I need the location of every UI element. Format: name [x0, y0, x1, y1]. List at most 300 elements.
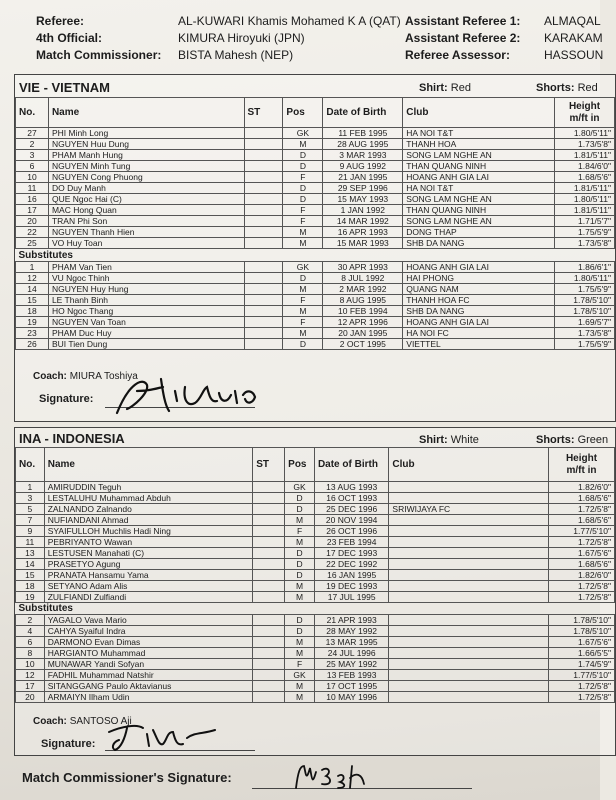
coach-signature-image	[103, 373, 273, 418]
match-commissioner-signature-label: Match Commissioner's Signature:	[22, 770, 232, 785]
assistant-referee-1-label: Assistant Referee 1:	[405, 14, 521, 28]
player-dob: 28 MAY 1992	[314, 626, 388, 637]
player-st	[244, 284, 283, 295]
player-st	[253, 515, 285, 526]
player-club	[389, 493, 549, 504]
col-no: No.	[16, 98, 49, 128]
player-row	[16, 262, 615, 273]
player-club	[389, 537, 549, 548]
player-number: 1	[16, 262, 49, 273]
col-dob: Date of Birth	[314, 448, 388, 482]
player-name: SETYANO Adam Alis	[44, 581, 253, 592]
player-number: 18	[16, 306, 49, 317]
player-dob: 13 MAR 1995	[314, 637, 388, 648]
player-row	[16, 183, 615, 194]
col-name: Name	[44, 448, 253, 482]
substitutes-heading-row	[16, 603, 615, 615]
player-position: M	[285, 692, 315, 703]
player-club	[389, 559, 549, 570]
player-st	[253, 648, 285, 659]
roster-table	[15, 97, 615, 350]
player-name: SYAIFULLOH Muchlis Hadi Ning	[44, 526, 253, 537]
player-club	[389, 482, 549, 493]
player-st	[244, 317, 283, 328]
player-dob: 17 JUL 1995	[314, 592, 388, 603]
col-dob: Date of Birth	[323, 98, 403, 128]
player-position: F	[283, 216, 323, 227]
player-name: NGUYEN Thanh Hien	[48, 227, 244, 238]
player-position: GK	[285, 670, 315, 681]
roster-header-row	[16, 98, 615, 128]
player-st	[244, 205, 283, 216]
player-dob: 22 DEC 1992	[314, 559, 388, 570]
player-st	[253, 670, 285, 681]
player-row	[16, 328, 615, 339]
player-club: QUANG NAM	[403, 284, 555, 295]
player-row	[16, 284, 615, 295]
player-row	[16, 626, 615, 637]
player-st	[244, 183, 283, 194]
player-number: 12	[16, 273, 49, 284]
player-height: 1.72/5'8"	[548, 592, 614, 603]
player-row	[16, 205, 615, 216]
coach-name: SANTOSO Aji	[69, 716, 132, 727]
shorts-value: Green	[577, 434, 609, 446]
player-row	[16, 273, 615, 284]
match-commissioner-label: Match Commissioner:	[36, 48, 162, 62]
player-name: SITANGGANG Paulo Aktavianus	[44, 681, 253, 692]
player-row	[16, 128, 615, 139]
player-name: PHAM Van Tien	[48, 262, 244, 273]
player-number: 14	[16, 284, 49, 295]
player-st	[253, 504, 285, 515]
player-dob: 2 MAR 1992	[323, 284, 403, 295]
player-dob: 21 APR 1993	[314, 615, 388, 626]
player-row	[16, 306, 615, 317]
player-position: M	[285, 648, 315, 659]
player-club: SONG LAM NGHE AN	[403, 194, 555, 205]
player-position: M	[285, 537, 315, 548]
player-dob: 17 OCT 1995	[314, 681, 388, 692]
assistant-referee-2-label: Assistant Referee 2:	[405, 31, 521, 45]
player-club: SONG LAM NGHE AN	[403, 216, 555, 227]
player-number: 17	[16, 681, 45, 692]
player-dob: 16 OCT 1993	[314, 493, 388, 504]
player-position: GK	[283, 128, 323, 139]
player-number: 23	[16, 328, 49, 339]
player-number: 11	[16, 183, 49, 194]
signature-label: Signature:	[39, 393, 94, 405]
player-height: 1.82/6'0"	[548, 482, 614, 493]
player-row	[16, 194, 615, 205]
player-dob: 9 AUG 1992	[323, 161, 403, 172]
player-st	[253, 526, 285, 537]
player-position: M	[283, 139, 323, 150]
player-row	[16, 172, 615, 183]
player-number: 14	[16, 559, 45, 570]
player-height: 1.73/5'8"	[555, 328, 615, 339]
col-no: No.	[16, 448, 45, 482]
player-st	[253, 692, 285, 703]
player-dob: 12 APR 1996	[323, 317, 403, 328]
coach-signature-image	[103, 718, 223, 754]
fourth-official-value: KIMURA Hiroyuki (JPN)	[178, 31, 305, 45]
player-dob: 2 OCT 1995	[323, 339, 403, 350]
player-club	[389, 592, 549, 603]
col-pos: Pos	[283, 98, 323, 128]
shirt-label: Shirt:	[419, 82, 448, 94]
player-club	[389, 626, 549, 637]
player-position: D	[283, 194, 323, 205]
col-pos: Pos	[285, 448, 315, 482]
player-dob: 1 JAN 1992	[323, 205, 403, 216]
player-dob: 30 APR 1993	[323, 262, 403, 273]
player-dob: 21 JAN 1995	[323, 172, 403, 183]
player-number: 22	[16, 227, 49, 238]
player-position: F	[283, 317, 323, 328]
player-height: 1.81/5'11"	[555, 183, 615, 194]
player-dob: 25 DEC 1996	[314, 504, 388, 515]
player-name: PEBRIYANTO Wawan	[44, 537, 253, 548]
player-height: 1.75/5'9"	[555, 339, 615, 350]
player-row	[16, 339, 615, 350]
player-club: SHB DA NANG	[403, 238, 555, 249]
player-st	[253, 482, 285, 493]
player-name: VU Ngoc Thinh	[48, 273, 244, 284]
player-dob: 15 MAY 1993	[323, 194, 403, 205]
player-dob: 23 FEB 1994	[314, 537, 388, 548]
player-club: THAN QUANG NINH	[403, 161, 555, 172]
player-number: 2	[16, 615, 45, 626]
player-position: M	[285, 637, 315, 648]
player-number: 8	[16, 648, 45, 659]
player-height: 1.69/5'7"	[555, 317, 615, 328]
referee-assessor-label: Referee Assessor:	[405, 48, 510, 62]
player-st	[253, 493, 285, 504]
player-position: D	[285, 504, 315, 515]
player-name: PRANATA Hansamu Yama	[44, 570, 253, 581]
player-name: BUI Tien Dung	[48, 339, 244, 350]
player-dob: 20 JAN 1995	[323, 328, 403, 339]
player-dob: 24 JUL 1996	[314, 648, 388, 659]
player-row	[16, 592, 615, 603]
player-name: ARMAIYN Ilham Udin	[44, 692, 253, 703]
roster-table	[15, 447, 615, 703]
coach-label: Coach:	[33, 371, 67, 382]
player-club: THAN QUANG NINH	[403, 205, 555, 216]
player-dob: 8 AUG 1995	[323, 295, 403, 306]
col-club: Club	[403, 98, 555, 128]
player-club	[389, 570, 549, 581]
player-club: DONG THAP	[403, 227, 555, 238]
col-name: Name	[48, 98, 244, 128]
coach-name: MIURA Toshiya	[69, 371, 138, 382]
player-name: NGUYEN Minh Tung	[48, 161, 244, 172]
player-position: M	[285, 681, 315, 692]
player-row	[16, 139, 615, 150]
player-name: PHAM Duc Huy	[48, 328, 244, 339]
substitutes-heading: Substitutes	[16, 249, 615, 262]
player-position: D	[283, 273, 323, 284]
player-name: NUFIANDANI Ahmad	[44, 515, 253, 526]
player-number: 5	[16, 504, 45, 515]
commissioner-signature-image	[290, 758, 380, 794]
player-position: D	[283, 183, 323, 194]
player-number: 15	[16, 295, 49, 306]
player-club	[389, 637, 549, 648]
shorts-color	[536, 82, 598, 94]
player-row	[16, 493, 615, 504]
player-height: 1.71/5'7"	[555, 216, 615, 227]
player-number: 3	[16, 493, 45, 504]
player-st	[244, 295, 283, 306]
player-st	[253, 537, 285, 548]
player-height: 1.73/5'8"	[555, 139, 615, 150]
player-name: NGUYEN Huu Dung	[48, 139, 244, 150]
player-st	[244, 328, 283, 339]
player-st	[244, 139, 283, 150]
player-position: F	[285, 659, 315, 670]
player-name: AMIRUDDIN Teguh	[44, 482, 253, 493]
col-st: ST	[253, 448, 285, 482]
player-st	[253, 570, 285, 581]
player-number: 12	[16, 670, 45, 681]
player-height: 1.68/5'6"	[548, 493, 614, 504]
player-height: 1.68/5'6"	[548, 559, 614, 570]
player-number: 20	[16, 216, 49, 227]
player-position: D	[285, 615, 315, 626]
player-number: 2	[16, 139, 49, 150]
player-st	[244, 128, 283, 139]
player-number: 25	[16, 238, 49, 249]
player-number: 3	[16, 150, 49, 161]
player-number: 9	[16, 526, 45, 537]
player-row	[16, 150, 615, 161]
player-row	[16, 615, 615, 626]
player-dob: 15 MAR 1993	[323, 238, 403, 249]
player-number: 7	[16, 515, 45, 526]
shirt-label: Shirt:	[419, 434, 448, 446]
player-dob: 13 AUG 1993	[314, 482, 388, 493]
player-number: 20	[16, 692, 45, 703]
player-position: GK	[285, 482, 315, 493]
player-position: M	[283, 328, 323, 339]
player-dob: 20 NOV 1994	[314, 515, 388, 526]
col-height: Height m/ft in	[548, 448, 614, 482]
player-st	[253, 548, 285, 559]
player-row	[16, 537, 615, 548]
player-dob: 19 DEC 1993	[314, 581, 388, 592]
assistant-referee-1-value: ALMAQAL	[544, 14, 601, 28]
signature-label: Signature:	[41, 738, 96, 750]
player-st	[244, 150, 283, 161]
assistant-referee-2-value: KARAKAM	[544, 31, 603, 45]
player-st	[244, 262, 283, 273]
player-name: QUE Ngoc Hai (C)	[48, 194, 244, 205]
player-name: HARGIANTO Muhammad	[44, 648, 253, 659]
player-position: F	[283, 205, 323, 216]
player-height: 1.72/5'8"	[548, 581, 614, 592]
player-number: 19	[16, 592, 45, 603]
player-dob: 8 JUL 1992	[323, 273, 403, 284]
player-name: PHAM Manh Hung	[48, 150, 244, 161]
shorts-label: Shorts:	[536, 434, 575, 446]
player-club: VIETTEL	[403, 339, 555, 350]
player-st	[253, 626, 285, 637]
player-club: HOANG ANH GIA LAI	[403, 172, 555, 183]
player-dob: 25 MAY 1992	[314, 659, 388, 670]
player-position: D	[283, 161, 323, 172]
player-st	[244, 227, 283, 238]
team-name: VIE - VIETNAM	[19, 80, 111, 95]
player-position: D	[283, 339, 323, 350]
player-position: F	[285, 526, 315, 537]
player-height: 1.81/5'11"	[555, 150, 615, 161]
player-height: 1.73/5'8"	[555, 238, 615, 249]
player-position: D	[285, 626, 315, 637]
player-height: 1.78/5'10"	[548, 615, 614, 626]
player-dob: 17 DEC 1993	[314, 548, 388, 559]
player-row	[16, 659, 615, 670]
team-name: INA - INDONESIA	[19, 431, 125, 446]
player-dob: 10 FEB 1994	[323, 306, 403, 317]
player-club	[389, 648, 549, 659]
player-row	[16, 216, 615, 227]
player-club	[389, 615, 549, 626]
player-name: HO Ngoc Thang	[48, 306, 244, 317]
player-position: M	[283, 238, 323, 249]
player-row	[16, 648, 615, 659]
player-row	[16, 692, 615, 703]
player-club: HOANG ANH GIA LAI	[403, 262, 555, 273]
player-row	[16, 559, 615, 570]
player-club	[389, 692, 549, 703]
player-name: YAGALO Vava Mario	[44, 615, 253, 626]
player-club: HA NOI T&T	[403, 183, 555, 194]
player-name: NGUYEN Cong Phuong	[48, 172, 244, 183]
player-st	[253, 581, 285, 592]
player-club: THANH HOA FC	[403, 295, 555, 306]
player-club: SHB DA NANG	[403, 306, 555, 317]
referee-label: Referee:	[36, 14, 85, 28]
player-height: 1.75/5'9"	[555, 284, 615, 295]
player-height: 1.72/5'8"	[548, 537, 614, 548]
player-st	[244, 216, 283, 227]
player-st	[253, 592, 285, 603]
player-club: HOANG ANH GIA LAI	[403, 317, 555, 328]
player-position: F	[283, 172, 323, 183]
player-row	[16, 515, 615, 526]
team-indonesia-panel	[14, 427, 616, 756]
player-height: 1.72/5'8"	[548, 504, 614, 515]
player-position: D	[285, 493, 315, 504]
player-club	[389, 681, 549, 692]
player-position: M	[285, 581, 315, 592]
player-name: MUNAWAR Yandi Sofyan	[44, 659, 253, 670]
player-name: CAHYA Syaiful Indra	[44, 626, 253, 637]
player-row	[16, 548, 615, 559]
substitutes-heading-row	[16, 249, 615, 262]
player-dob: 13 FEB 1993	[314, 670, 388, 681]
player-position: D	[285, 548, 315, 559]
player-height: 1.72/5'8"	[548, 692, 614, 703]
player-club	[389, 526, 549, 537]
col-height: Height m/ft in	[555, 98, 615, 128]
shorts-color	[536, 434, 608, 446]
player-row	[16, 317, 615, 328]
player-row	[16, 482, 615, 493]
player-name: LESTALUHU Muhammad Abduh	[44, 493, 253, 504]
player-name: NGUYEN Huy Hung	[48, 284, 244, 295]
player-st	[253, 615, 285, 626]
player-st	[244, 194, 283, 205]
player-dob: 14 MAR 1992	[323, 216, 403, 227]
player-position: M	[285, 515, 315, 526]
player-st	[244, 161, 283, 172]
player-height: 1.67/5'6"	[548, 548, 614, 559]
player-height: 1.66/5'5"	[548, 648, 614, 659]
player-name: FADHIL Muhammad Natshir	[44, 670, 253, 681]
player-height: 1.81/5'11"	[555, 205, 615, 216]
player-row	[16, 295, 615, 306]
player-dob: 16 APR 1993	[323, 227, 403, 238]
player-height: 1.77/5'10"	[548, 670, 614, 681]
player-dob: 10 MAY 1996	[314, 692, 388, 703]
player-st	[244, 238, 283, 249]
shirt-value: Red	[450, 82, 471, 94]
player-club: SONG LAM NGHE AN	[403, 150, 555, 161]
player-name: NGUYEN Van Toan	[48, 317, 244, 328]
fourth-official-label: 4th Official:	[36, 31, 103, 45]
player-club: HA NOI FC	[403, 328, 555, 339]
player-number: 4	[16, 626, 45, 637]
player-height: 1.72/5'8"	[548, 681, 614, 692]
player-row	[16, 570, 615, 581]
player-position: M	[285, 592, 315, 603]
player-position: M	[283, 284, 323, 295]
player-st	[244, 339, 283, 350]
player-height: 1.68/5'6"	[555, 172, 615, 183]
roster-header-row	[16, 448, 615, 482]
player-row	[16, 227, 615, 238]
player-number: 6	[16, 637, 45, 648]
player-number: 1	[16, 482, 45, 493]
referee-assessor-value: HASSOUN	[544, 48, 604, 62]
player-st	[253, 681, 285, 692]
player-club: HA NOI T&T	[403, 128, 555, 139]
player-position: D	[285, 559, 315, 570]
player-number: 19	[16, 317, 49, 328]
player-row	[16, 526, 615, 537]
player-height: 1.80/5'11"	[555, 273, 615, 284]
shorts-label: Shorts:	[536, 82, 575, 94]
player-st	[253, 637, 285, 648]
player-club: HAI PHONG	[403, 273, 555, 284]
match-commissioner-value: BISTA Mahesh (NEP)	[178, 48, 294, 62]
player-height: 1.78/5'10"	[555, 295, 615, 306]
player-height: 1.80/5'11"	[555, 128, 615, 139]
player-height: 1.74/5'9"	[548, 659, 614, 670]
player-height: 1.86/6'1"	[555, 262, 615, 273]
player-number: 27	[16, 128, 49, 139]
player-st	[244, 273, 283, 284]
player-name: MAC Hong Quan	[48, 205, 244, 216]
player-height: 1.75/5'9"	[555, 227, 615, 238]
player-position: F	[283, 295, 323, 306]
player-row	[16, 161, 615, 172]
player-club	[389, 581, 549, 592]
player-dob: 28 AUG 1995	[323, 139, 403, 150]
